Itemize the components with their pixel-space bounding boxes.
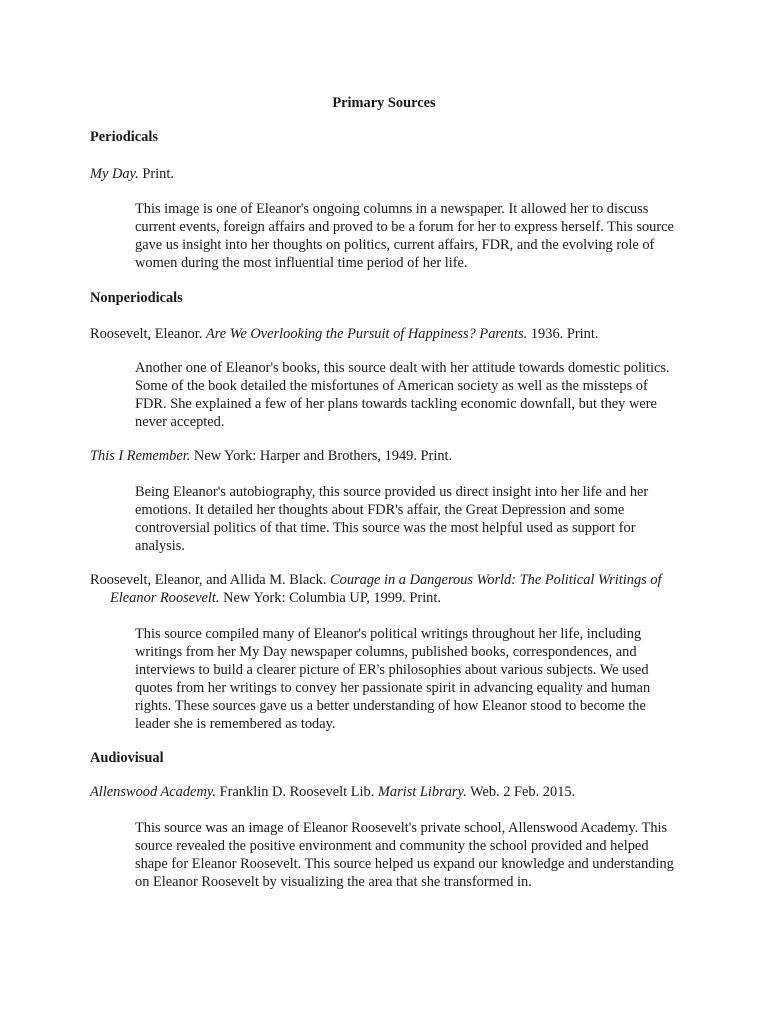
citation-title: Courage in a Dangerous World: The Political Writings of Eleanor Roosevelt. — [110, 572, 662, 606]
citation-container: Marist Library. — [377, 784, 467, 800]
page-title: Primary Sources — [332, 95, 436, 111]
citation-title: Are We Overlooking the Pursuit of Happiness? Parents. — [205, 326, 528, 342]
annotation-this-i-remember: Being Eleanor's autobiography, this source provided us direct insight into her life and her emotions. It detailed her thoughts about FDR's affair, the Great Depression and some controversial politics of that time. This source was the most helpful used as support for analysis. — [135, 484, 649, 554]
citation-my-day — [90, 165, 710, 183]
section-heading-nonperiodicals: Nonperiodicals — [90, 290, 183, 306]
citation-details: New York: Columbia UP, 1999. Print. — [219, 590, 441, 606]
citation-details: 1936. Print. — [527, 326, 599, 342]
citation-author: Roosevelt, Eleanor. — [90, 326, 206, 342]
citation-details: Print. — [138, 166, 174, 182]
citation-title: Allenswood Academy. — [90, 784, 217, 800]
annotation-courage-dangerous-world: This source compiled many of Eleanor's political writings throughout her life, including writings from her My Day newspaper columns, published books, correspondences, and interviews to build a clearer picture of ER's philosophies about various subjects. We used quotes from her writings to convey her passionate spirit in advancing equality and human rights. These sources gave us a better understanding of how Eleanor stood to become the leader she is remembered as today. — [135, 626, 651, 732]
citation-pursuit-of-happiness — [90, 325, 710, 343]
citation-this-i-remember — [90, 447, 710, 465]
section-heading-periodicals: Periodicals — [90, 129, 158, 145]
section-heading-audiovisual: Audiovisual — [90, 750, 164, 766]
citation-author: Roosevelt, Eleanor, and Allida M. Black. — [90, 572, 331, 588]
annotation-pursuit-of-happiness: Another one of Eleanor's books, this source dealt with her attitude towards domestic politics. Some of the book detailed the misfortunes of American society as well as the missteps of FDR. She explained a few of her plans towards tackling economic downfall, but they were never accepted. — [135, 360, 670, 430]
citation-title: This I Remember. — [90, 448, 191, 464]
annotation-allenswood-academy: This source was an image of Eleanor Roosevelt's private school, Allenswood Academy. This source revealed the positive environment and community the school provided and helped shape for Eleanor Roosevelt. This source helped us expand our knowledge and understanding on Eleanor Roosevelt by visualizing the area that she transformed in. — [135, 820, 674, 890]
citation-courage-dangerous-world — [90, 571, 710, 607]
citation-details: New York: Harper and Brothers, 1949. Print. — [190, 448, 453, 464]
citation-allenswood-academy — [90, 783, 710, 801]
citation-details: Web. 2 Feb. 2015. — [466, 784, 576, 800]
citation-source: Franklin D. Roosevelt Lib. — [216, 784, 378, 800]
annotation-my-day: This image is one of Eleanor's ongoing columns in a newspaper. It allowed her to discuss current events, foreign affairs and proved to be a forum for her to express herself. This source gave us insight into her thoughts on politics, current affairs, FDR, and the evolving role of women during the most influential time period of her life. — [135, 201, 674, 271]
citation-title: My Day. — [90, 166, 139, 182]
